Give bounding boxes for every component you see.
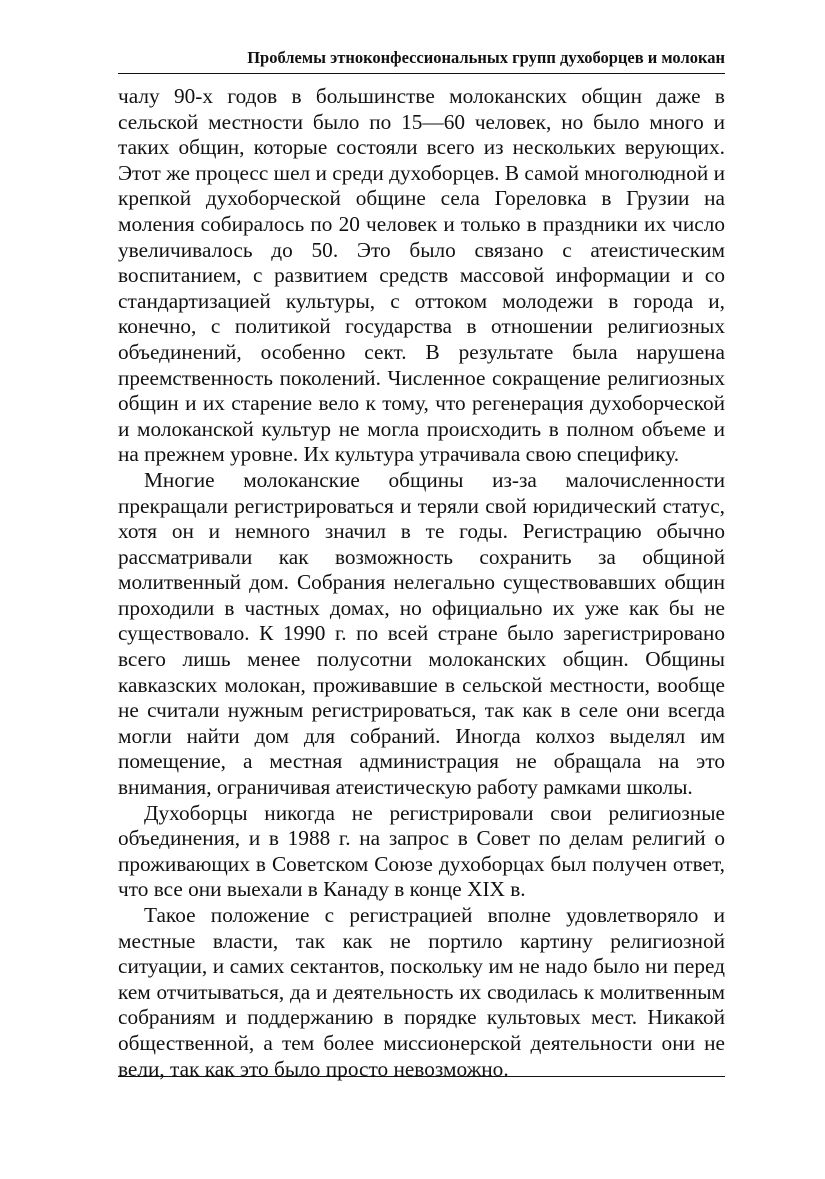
footer-rule — [118, 1076, 725, 1077]
body-text — [118, 84, 725, 1082]
paragraph: Духоборцы никогда не регистрировали свои религиозные объединения, и в 1988 г. на запрос в Совет по делам религий о проживающих в Советском Союзе духоборцах был получен ответ, что все они выехали в Канаду в конце XIX в. — [118, 800, 725, 902]
paragraph-continued: чалу 90-х годов в большинстве молоканских общин даже в сельской местности было по 15—60 человек, но было много и таких общин, которые состояли всего из нескольких верующих. Этот же процесс шел и среди духоборцев. В самой многолюдной и крепкой духоборческой общине села Гореловка в Грузии на моления собиралось по 20 человек и только в праздники их число увеличивалось до 50. Это было связано с атеистическим воспитанием, с развитием средств массовой информации и со стандартизацией культуры, с оттоком молодежи в города и, конечно, с политикой государства в отношении религиозных объединений, особенно сект. В результате была нарушена преемственность поколений. Численное сокращение религиозных общин и их старение вело к тому, что регенерация духоборческой и молоканской культур не могла происходить в полном объеме и на прежнем уровне. Их культура утрачивала свою специфику. — [118, 84, 725, 467]
paragraph: Такое положение с регистрацией вполне удовлетворяло и местные власти, так как не портило картину религиозной ситуации, и самих сектантов, поскольку им не надо было ни перед кем отчитываться, да и деятельность их сводилась к молитвенным собраниям и поддержанию в порядке культовых мест. Никакой общественной, а тем более миссионерской деятельности они не вели, так как это было просто невозможно. — [118, 903, 725, 1081]
paragraph: Многие молоканские общины из-за малочисленности прекращали регистрироваться и теряли свой юридический статус, хотя он и немного значил в те годы. Регистрацию обычно рассматривали как возможность сохранить за общиной молитвенный дом. Собрания нелегально существовавших общин проходили в частных домах, но официально их уже как бы не существовало. К 1990 г. по всей стране было зарегистрировано всего лишь менее полусотни молоканских общин. Общины кавказских молокан, проживавшие в сельской местности, вообще не считали нужным регистрироваться, так как в селе они всегда могли найти дом для собраний. Иногда колхоз выделял им помещение, а местная администрация не обращала на это внимания, ограничивая атеистическую работу рамками школы. — [118, 467, 725, 800]
header-rule — [118, 73, 725, 74]
running-header: Проблемы этноконфессиональных групп духоборцев и молокан — [247, 48, 725, 67]
